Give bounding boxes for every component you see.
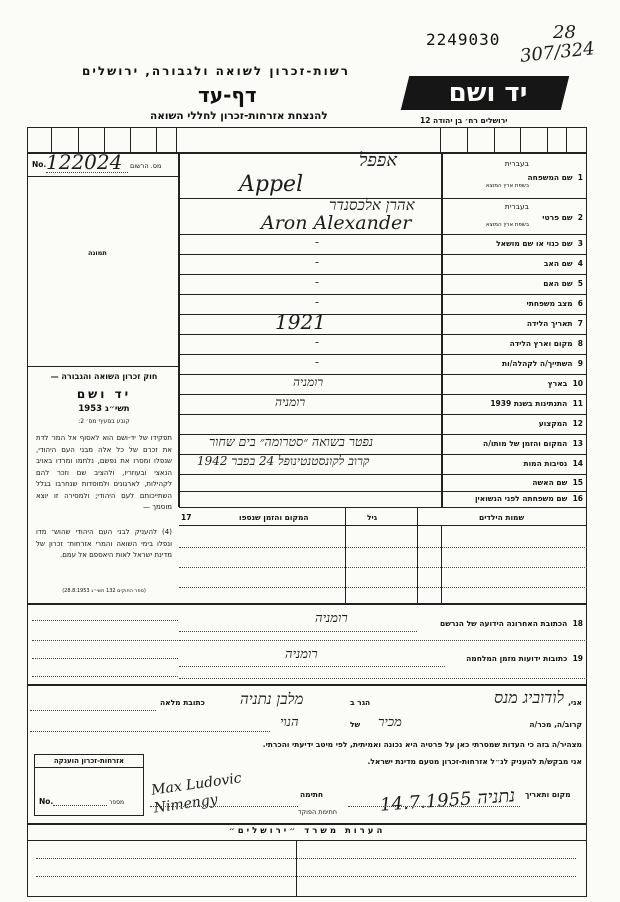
form-title: דף-עד: [198, 83, 257, 107]
father-name-value: -: [315, 255, 320, 269]
row-country: 10 בארץ רומניה: [179, 374, 587, 395]
row-sub-hebrew: בעברית: [504, 159, 529, 168]
no-label: No.: [32, 160, 47, 169]
children-num: 17: [181, 513, 192, 522]
children-col-age: גיל: [367, 513, 378, 522]
row-death-place: 13 המקום והזמן של מותו/ה נפטר בשואה ״סטרומה״ בים שחור: [179, 434, 587, 455]
row-sub-origin: בשפת ארץ המוצא: [485, 183, 529, 189]
notes-title: הערות משרד ״ירושלים״: [228, 826, 386, 836]
law-text-2: (4) להעניק לבני העם היהודי שהוש־ מדו ונפלו בימי השואה והמרי אזרחות־ זכרון של מדינת ישראל לאות היאספם אל עמם.: [36, 528, 172, 559]
ani-label: אני,: [568, 698, 582, 707]
children-col-place: המקום והזמן שנספו: [239, 513, 309, 522]
row-mother-name: 5 שם האם -: [179, 274, 587, 295]
row-maiden-name: 16 שם משפחתה לפני הנשואין: [179, 491, 587, 508]
row-num: 19: [572, 654, 583, 663]
declarant-line-1: [30, 690, 582, 716]
declarant-city: מלבן נתניה: [240, 690, 304, 708]
death-place-value: נפטר בשואה ״סטרומה״ בים שחור: [209, 434, 374, 449]
signature: Max Ludovic Nimengy: [150, 770, 243, 817]
row-last-address: [179, 604, 587, 644]
of-label: של: [350, 720, 361, 729]
mother-name-value: -: [315, 275, 320, 289]
row-war-addresses: [179, 644, 587, 684]
law-footer: (ספר החוקים 132 תשי״ג 28.8.1953): [62, 588, 146, 594]
personal-details: [179, 152, 587, 507]
declarant-line-2: [30, 714, 582, 736]
law-clause: קובע בסעיף מס׳ 2:: [78, 418, 130, 425]
children-table: [179, 507, 587, 603]
corner-ref: 307/324: [519, 38, 596, 67]
row-death-circumstances: 14 נסיבות המות קרוב לקונסטנטינופל 24 בפבר 1942: [179, 454, 587, 475]
form-subtitle: להנצחת אזרחות-זכרון לחללי השואה: [150, 110, 328, 122]
corner-number: 28: [553, 22, 576, 43]
grant-num-label: מספר: [109, 799, 125, 806]
family-name-hebrew: אפפל: [359, 150, 398, 171]
relation-label: קרוב/ה, מכר/ה: [529, 720, 582, 729]
row-father-name: 4 שם האב -: [179, 254, 587, 275]
grant-no-label: No.: [39, 797, 54, 806]
law-title: חוק זכרון השואה והגבורה —: [50, 372, 158, 381]
country-value: רומניה: [293, 375, 324, 389]
children-col-names: שמות הילדים: [479, 513, 525, 522]
row-label: שם פרטי: [542, 213, 573, 222]
signature-label: חתימה: [300, 790, 324, 799]
place-date-label: מקום ותאריך: [525, 790, 571, 799]
citizenship-value: רומניה: [275, 395, 306, 409]
row-label: שם המשפחה: [527, 173, 573, 182]
row-citizenship-1939: 11 התנתינות בשנת 1939 רומניה: [179, 394, 587, 415]
first-name-origin: Aron Alexander: [261, 212, 412, 234]
row-community: 9 השתייך/ה לקהלה/ות -: [179, 354, 587, 375]
row-family-name: [179, 152, 587, 199]
row-profession: 12 המקצוע: [179, 414, 587, 435]
row-birth-place: 8 מקום וארץ הלידה -: [179, 334, 587, 355]
authority-name: רשות-זכרון לשואה ולגבורה, ירושלים: [82, 64, 351, 78]
row-birth-date: 7 תאריך הלידה 1921: [179, 314, 587, 335]
grant-box-title: אזרחות-זכרון הוענקה: [35, 755, 143, 768]
law-year: תשי״ג 1953: [78, 404, 130, 414]
row-nickname: 3 שם כנוי או שם מושאל -: [179, 234, 587, 255]
war-address-value: רומניה: [285, 647, 318, 662]
row-num: 1: [577, 173, 583, 182]
relation-target: הנוי: [280, 715, 299, 730]
row-label: כתובות ידועות מזמן המלחמה: [466, 654, 568, 663]
row-sub-origin: בשפת ארץ המוצא: [485, 222, 529, 228]
death-circumstances-value: קרוב לקונסטנטינופל 24 בפבר 1942: [197, 454, 370, 468]
registration-number: 122024: [46, 150, 123, 174]
law-text: תפקידו של יד-ושם הוא לאסוף אל המו־ לדת את זכרם של כל אלה מבני העם היהודי, שנפלו ומסרו את נפשם, נלחמו ומרדו באויב הנאצי ובעוזריו, ולהציב שם וזכר להם לקהילות, לארגונים ולמוסדות שנחרבו בגלל השתייכותם לעם היהודי; ולמסירה זו יוצא מוסמך —: [36, 434, 172, 511]
community-value: -: [315, 355, 320, 369]
row-wife-name: 15 שם האשה: [179, 474, 587, 492]
declarant-name: לודוביג מנס: [494, 688, 564, 707]
row-label: הכתובת האחרונה הידועה של הנרשם: [439, 619, 568, 628]
place-date-value: נתניה 14.7.1955: [379, 785, 516, 816]
marital-status-value: -: [315, 295, 320, 309]
request-text: אני מבקש/ת להעניק לנ״ל אזרחות-זכרון מטעם מדינת ישראל.: [367, 757, 582, 766]
family-name-origin: Appel: [239, 172, 304, 197]
registration-number-label: מס. הרשום: [130, 162, 162, 170]
doc-number: 2249030: [426, 30, 501, 49]
full-address-label: כתובת מלאה: [160, 698, 205, 707]
row-num: 2: [577, 213, 583, 222]
grant-box: [34, 754, 144, 816]
declaration-text: מצהיר/ה בזה כי העדות שמסרתי כאן על פרטיה היא נכונה ואמיתית, לפי מיטב ידיעתי והכרתי.: [262, 740, 582, 749]
row-num: 18: [572, 619, 583, 628]
nickname-value: -: [315, 235, 320, 249]
logo-text: יד ושם: [448, 78, 528, 108]
law-name: יד ושם: [76, 387, 132, 401]
birth-date-value: 1921: [275, 310, 326, 334]
photo-label: תמונה: [88, 249, 107, 257]
logo-address: ירושלים רח׳ בן יהודה 12: [420, 116, 508, 125]
birth-place-value: -: [315, 335, 320, 349]
row-sub-hebrew: בעברית: [504, 202, 529, 211]
relation-value: מכיר: [378, 715, 402, 730]
first-name-hebrew: אהרן אלכסנדר: [329, 196, 415, 214]
row-first-name: [179, 198, 587, 235]
stamp-label: חתימת הפוקד: [298, 808, 337, 816]
row-marital-status: 6 מצב משפחתי -: [179, 294, 587, 315]
last-address-value: רומניה: [315, 611, 348, 626]
dwelling-label: הגר ב: [350, 698, 371, 707]
